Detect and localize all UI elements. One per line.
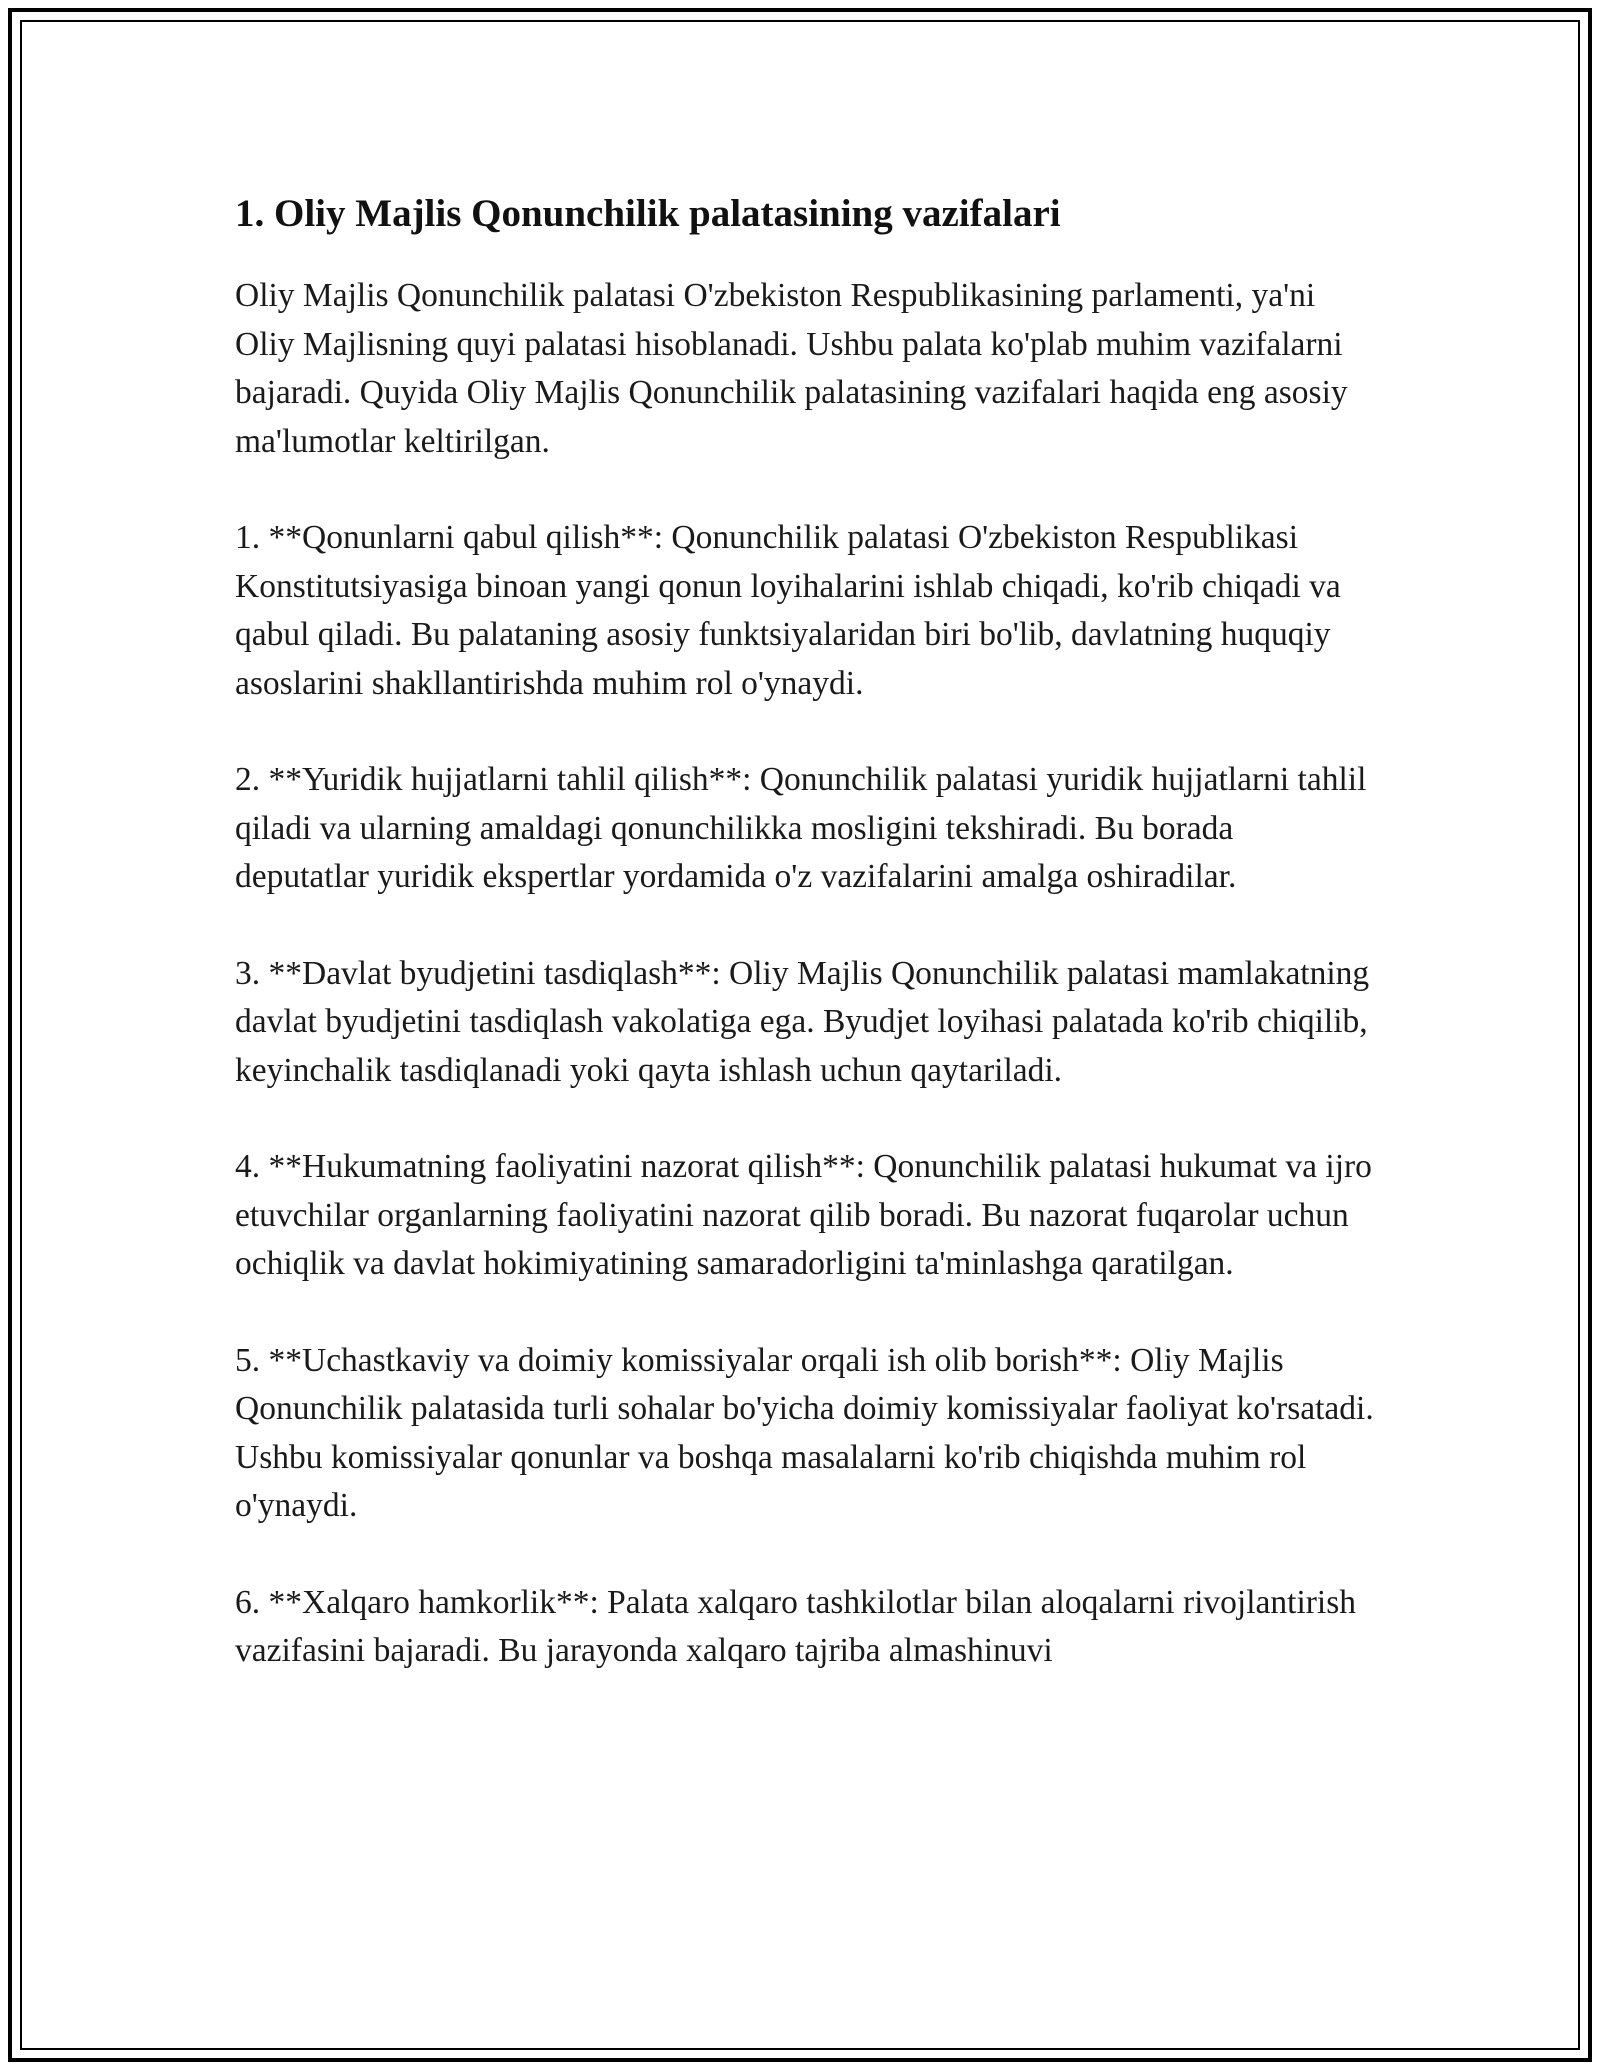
list-item: 6. **Xalqaro hamkorlik**: Palata xalqaro tashkilotlar bilan aloqalarni rivojlantirish vazifasini bajaradi. Bu jarayonda xalqaro tajriba almashinuvi	[235, 1583, 1357, 1669]
list-item: 1. **Qonunlarni qabul qilish**: Qonunchilik palatasi O'zbekiston Respublikasi Konstitutsiyasiga binoan yangi qonun loyihalarini ishlab chiqadi, ko'rib chiqadi va qabul qiladi. Bu palataning asosiy funktsiyalaridan biri bo'lib, davlatning huquqiy asoslarini shakllantirishda muhim rol o'ynaydi.	[235, 519, 1341, 702]
document-body	[235, 188, 1375, 1676]
list-item: 2. **Yuridik hujjatlarni tahlil qilish**: Qonunchilik palatasi yuridik hujjatlarni tahlil qiladi va ularning amaldagi qonunchilikka mosligini tekshiradi. Bu borada deputatlar yuridik ekspertlar yordamida o'z vazifalarini amalga oshiradilar.	[235, 761, 1367, 895]
list-item: 4. **Hukumatning faoliyatini nazorat qilish**: Qonunchilik palatasi hukumat va ijro etuvchilar organlarning faoliyatini nazorat qilib boradi. Bu nazorat fuqarolar uchun ochiqlik va davlat hokimiyatining samaradorligini ta'minlashga qaratilgan.	[235, 1148, 1372, 1282]
list-item: 3. **Davlat byudjetini tasdiqlash**: Oliy Majlis Qonunchilik palatasi mamlakatning davlat byudjetini tasdiqlash vakolatiga ega. Byudjet loyihasi palatada ko'rib chiqilib, keyinchalik tasdiqlanadi yoki qayta ishlash uchun qaytariladi.	[235, 954, 1370, 1089]
intro-paragraph: Oliy Majlis Qonunchilik palatasi O'zbekiston Respublikasining parlamenti, ya'ni Oliy Majlisning quyi palatasi hisoblanadi. Ushbu palata ko'plab muhim vazifalarni bajaradi. Quyida Oliy Majlis Qonunchilik palatasining vazifalari haqida eng asosiy ma'lumotlar keltirilgan.	[235, 277, 1348, 460]
list-item: 5. **Uchastkaviy va doimiy komissiyalar orqali ish olib borish**: Oliy Majlis Qonunchilik palatasida turli sohalar bo'yicha doimiy komissiyalar faoliyat ko'rsatadi. Ushbu komissiyalar qonunlar va boshqa masalalarni ko'rib chiqishda muhim rol o'ynaydi.	[235, 1341, 1374, 1524]
document-title: 1. Oliy Majlis Qonunchilik palatasining vazifalari	[235, 192, 1061, 235]
